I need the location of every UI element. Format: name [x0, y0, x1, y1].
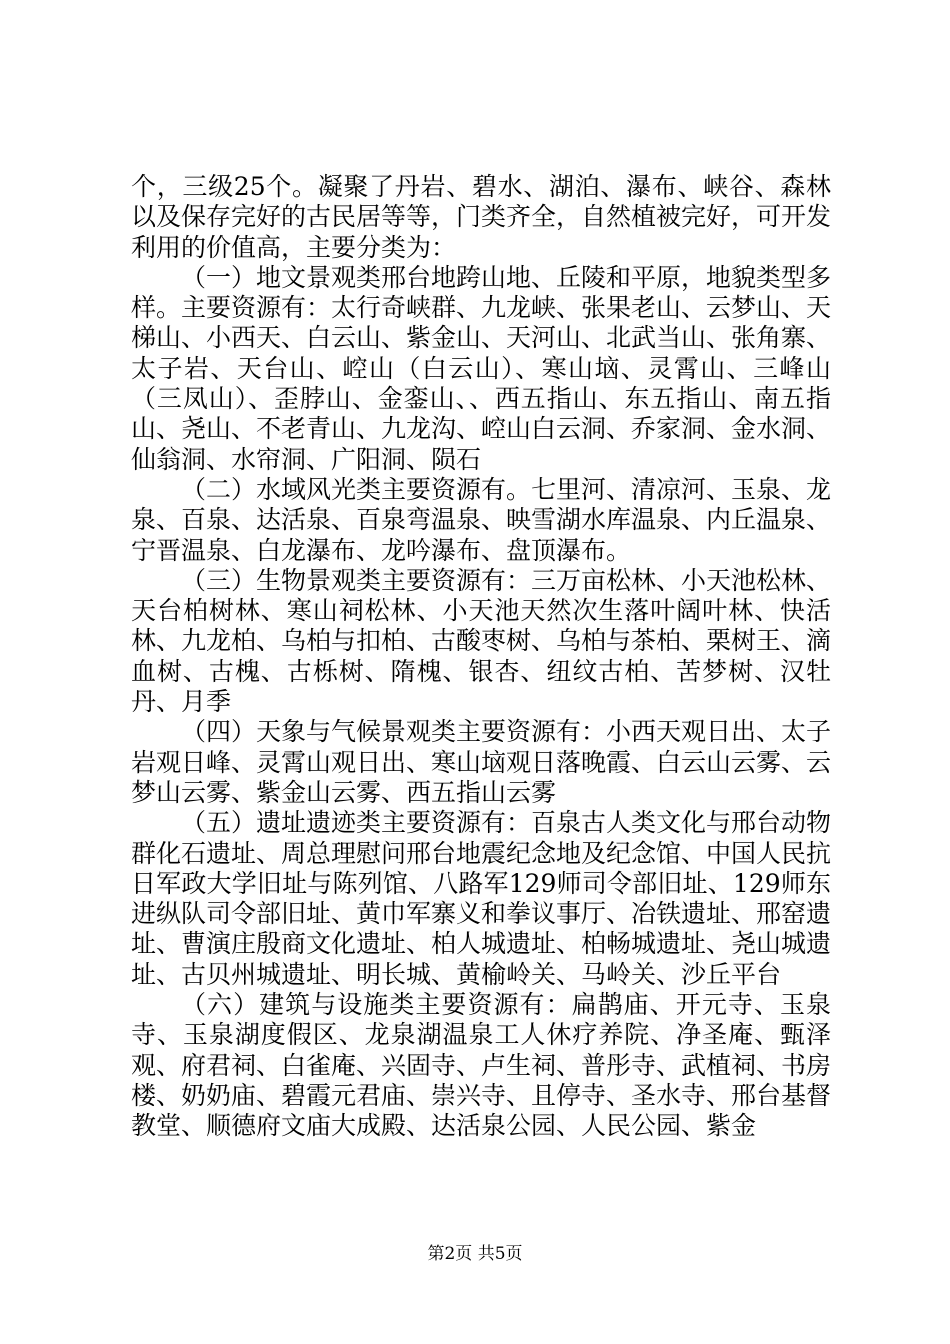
paragraph-buildings: （六）建筑与设施类主要资源有：扁鹊庙、开元寺、玉泉寺、玉泉湖度假区、龙泉湖温泉工人休疗养院、净圣庵、甄泽观、府君祠、白雀庵、兴固寺、卢生祠、普彤寺、武植祠、书房楼、奶奶庙、碧霞元君庙、崇兴寺、且停寺、圣水寺、邢台基督教堂、顺德府文庙大成殿、达活泉公园、人民公园、紫金 — [131, 990, 832, 1141]
paragraph-ruins: （五）遗址遗迹类主要资源有：百泉古人类文化与邢台动物群化石遗址、周总理慰问邢台地震纪念地及纪念馆、中国人民抗日军政大学旧址与陈列馆、八路军129师司令部旧址、129师东进纵队司令部旧址、黄巾军寨义和拳议事厅、冶铁遗址、邢窑遗址、曹演庄殷商文化遗址、柏人城遗址、柏畅城遗址、尧山城遗址、古贝州城遗址、明长城、黄榆岭关、马岭关、沙丘平台 — [131, 808, 832, 989]
paragraph-landform: （一）地文景观类邢台地跨山地、丘陵和平原，地貌类型多样。主要资源有：太行奇峡群、九龙峡、张果老山、云梦山、天梯山、小西天、白云山、紫金山、天河山、北武当山、张角寨、太子岩、天台山、崆山（白云山）、寒山垴、灵霄山、三峰山（三凤山）、歪脖山、金銮山、、西五指山、东五指山、南五指山、尧山、不老青山、九龙沟、崆山白云洞、乔家洞、金水洞、仙翁洞、水帘洞、广阳洞、陨石 — [131, 262, 832, 474]
page-number: 第2页 共5页 — [427, 1244, 523, 1264]
page-footer — [0, 1244, 950, 1264]
paragraph-biology: （三）生物景观类主要资源有：三万亩松林、小天池松林、天台柏树林、寒山祠松林、小天池天然次生落叶阔叶林、快活林、九龙柏、乌柏与扣柏、古酸枣树、乌柏与茶柏、栗树王、滴血树、古槐、古栎树、隋槐、银杏、纽纹古柏、苦梦树、汉牡丹、月季 — [131, 565, 832, 717]
paragraph-water: （二）水域风光类主要资源有。七里河、清凉河、玉泉、龙泉、百泉、达活泉、百泉弯温泉、映雪湖水库温泉、内丘温泉、宁晋温泉、白龙瀑布、龙吟瀑布、盘顶瀑布。 — [131, 474, 832, 565]
paragraph-climate: （四）天象与气候景观类主要资源有：小西天观日出、太子岩观日峰、灵霄山观日出、寒山垴观日落晚霞、白云山云雾、云梦山云雾、紫金山云雾、西五指山云雾 — [131, 717, 832, 807]
paragraph-intro: 个，三级25个。凝聚了丹岩、碧水、湖泊、瀑布、峡谷、森林以及保存完好的古民居等等，门类齐全，自然植被完好，可开发利用的价值高，主要分类为： — [131, 172, 832, 262]
document-body — [131, 172, 831, 1142]
